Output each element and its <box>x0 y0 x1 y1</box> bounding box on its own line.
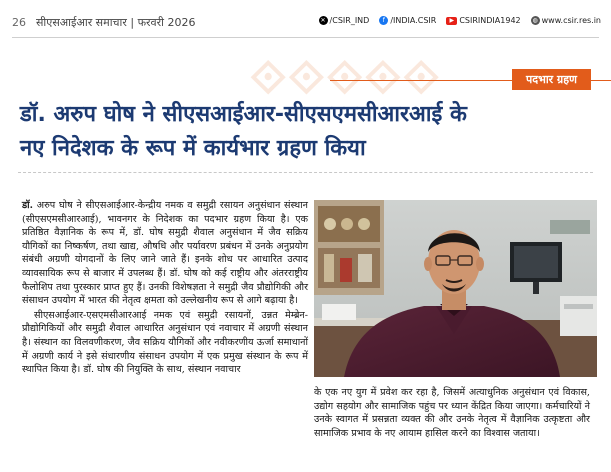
header-rule <box>12 37 599 38</box>
youtube-icon: ▶ <box>446 17 457 25</box>
social-x[interactable] <box>319 16 370 25</box>
paragraph-1-text: अरुप घोष ने सीएसआईआर-केन्द्रीय नमक व समुद्री रसायन अनुसंधान संस्थान (सीएसएमसीआरआई), भावनगर के निदेशक का पदभार ग्रहण किया है। एक प्रतिष्ठित वैज्ञानिक के रूप में, डॉ. घोष समुद्री शैवाल अनुसंधान में जैव सक्रिय यौगिकों का निष्कर्षण, तथा खाद्य, औषधि और पर्यावरण प्रबंधन में उनके अनुप्रयोग संबंधी अग्रणी योगदानों के लिए जाने जाते हैं। इनके शोध पर आधारित उत्पाद व्यावसायिक रूप से बाजार में उपलब्ध हैं। डॉ. घोष को कई राष्ट्रीय और अंतरराष्ट्रीय फैलोशिप तथा पुरस्कार प्राप्त हुए हैं। उनकी विशेषज्ञता ने समुद्री जैव प्रौद्योगिकी और संसाधन उपयोग में भारत की नेतृत्व क्षमता को उल्लेखनीय रूप से आगे बढ़ाया है। <box>22 200 308 307</box>
headline-line-1: डॉ. अरुप घोष ने सीएसआईआर-सीएसएमसीआरआई के <box>20 102 467 127</box>
social-x-label: /CSIR_IND <box>329 16 370 25</box>
social-youtube[interactable] <box>446 16 520 25</box>
x-icon: ✕ <box>320 17 326 24</box>
category-watermark: ⟐⟐⟐⟐⟐ <box>250 50 442 104</box>
article-column-left <box>22 199 308 378</box>
article-paragraph-2: सीएसआईआर-एसएमसीआरआई नमक एवं समुद्री रसायनों, उन्नत मेम्ब्रेन-प्रौद्योगिकियों और समुद्री शैवाल आधारित अनुसंधान एवं नवाचार में अग्रणी संस्थान है। संस्थान का विलवणीकरण, जैव सक्रिय यौगिकों और नवीकरणीय ऊर्जा समाधानों में अग्रणी कार्य ने इसे संधारणीय संसाधन उपयोग में एक प्रमुख संस्थान के रूप में स्थापित किया है। डॉ. घोष की नियुक्ति के साथ, संस्थान नवाचार <box>22 309 308 376</box>
article-paragraph-1 <box>22 199 308 308</box>
article-headline <box>20 98 595 166</box>
page-number: 26 <box>12 16 26 29</box>
lead-name: डॉ. <box>22 200 33 211</box>
facebook-icon: f <box>379 16 388 25</box>
social-facebook[interactable] <box>379 16 436 25</box>
social-facebook-label: /INDIA.CSIR <box>390 16 437 25</box>
category-label: पदभार ग्रहण <box>512 69 591 90</box>
social-website-label: www.csir.res.in <box>541 16 601 25</box>
headline-line-2: नए निदेशक के रूप में कार्यभार ग्रहण किया <box>20 136 366 161</box>
portrait-photo <box>314 200 597 377</box>
social-links <box>319 16 601 25</box>
page-header <box>0 0 611 40</box>
article-column-right <box>314 386 590 441</box>
social-website[interactable] <box>531 16 601 25</box>
social-youtube-label: CSIRINDIA1942 <box>459 16 521 25</box>
headline-divider <box>18 172 593 173</box>
globe-icon: ◍ <box>532 17 538 24</box>
article-paragraph-3: के एक नए युग में प्रवेश कर रहा है, जिसमें अत्याधुनिक अनुसंधान एवं विकास, उद्योग सहयोग और सामाजिक पहुंच पर ध्यान केंद्रित किया जाएगा। कर्मचारियों ने उनके स्वागत में प्रसन्नता व्यक्त की और उनके नेतृत्व में वैज्ञानिक उत्कृष्टता और सामाजिक प्रभाव के नए आयाम हासिल करने का विश्वास जताया। <box>314 387 590 439</box>
publication-title: सीएसआईआर समाचार | फरवरी 2026 <box>36 16 196 29</box>
